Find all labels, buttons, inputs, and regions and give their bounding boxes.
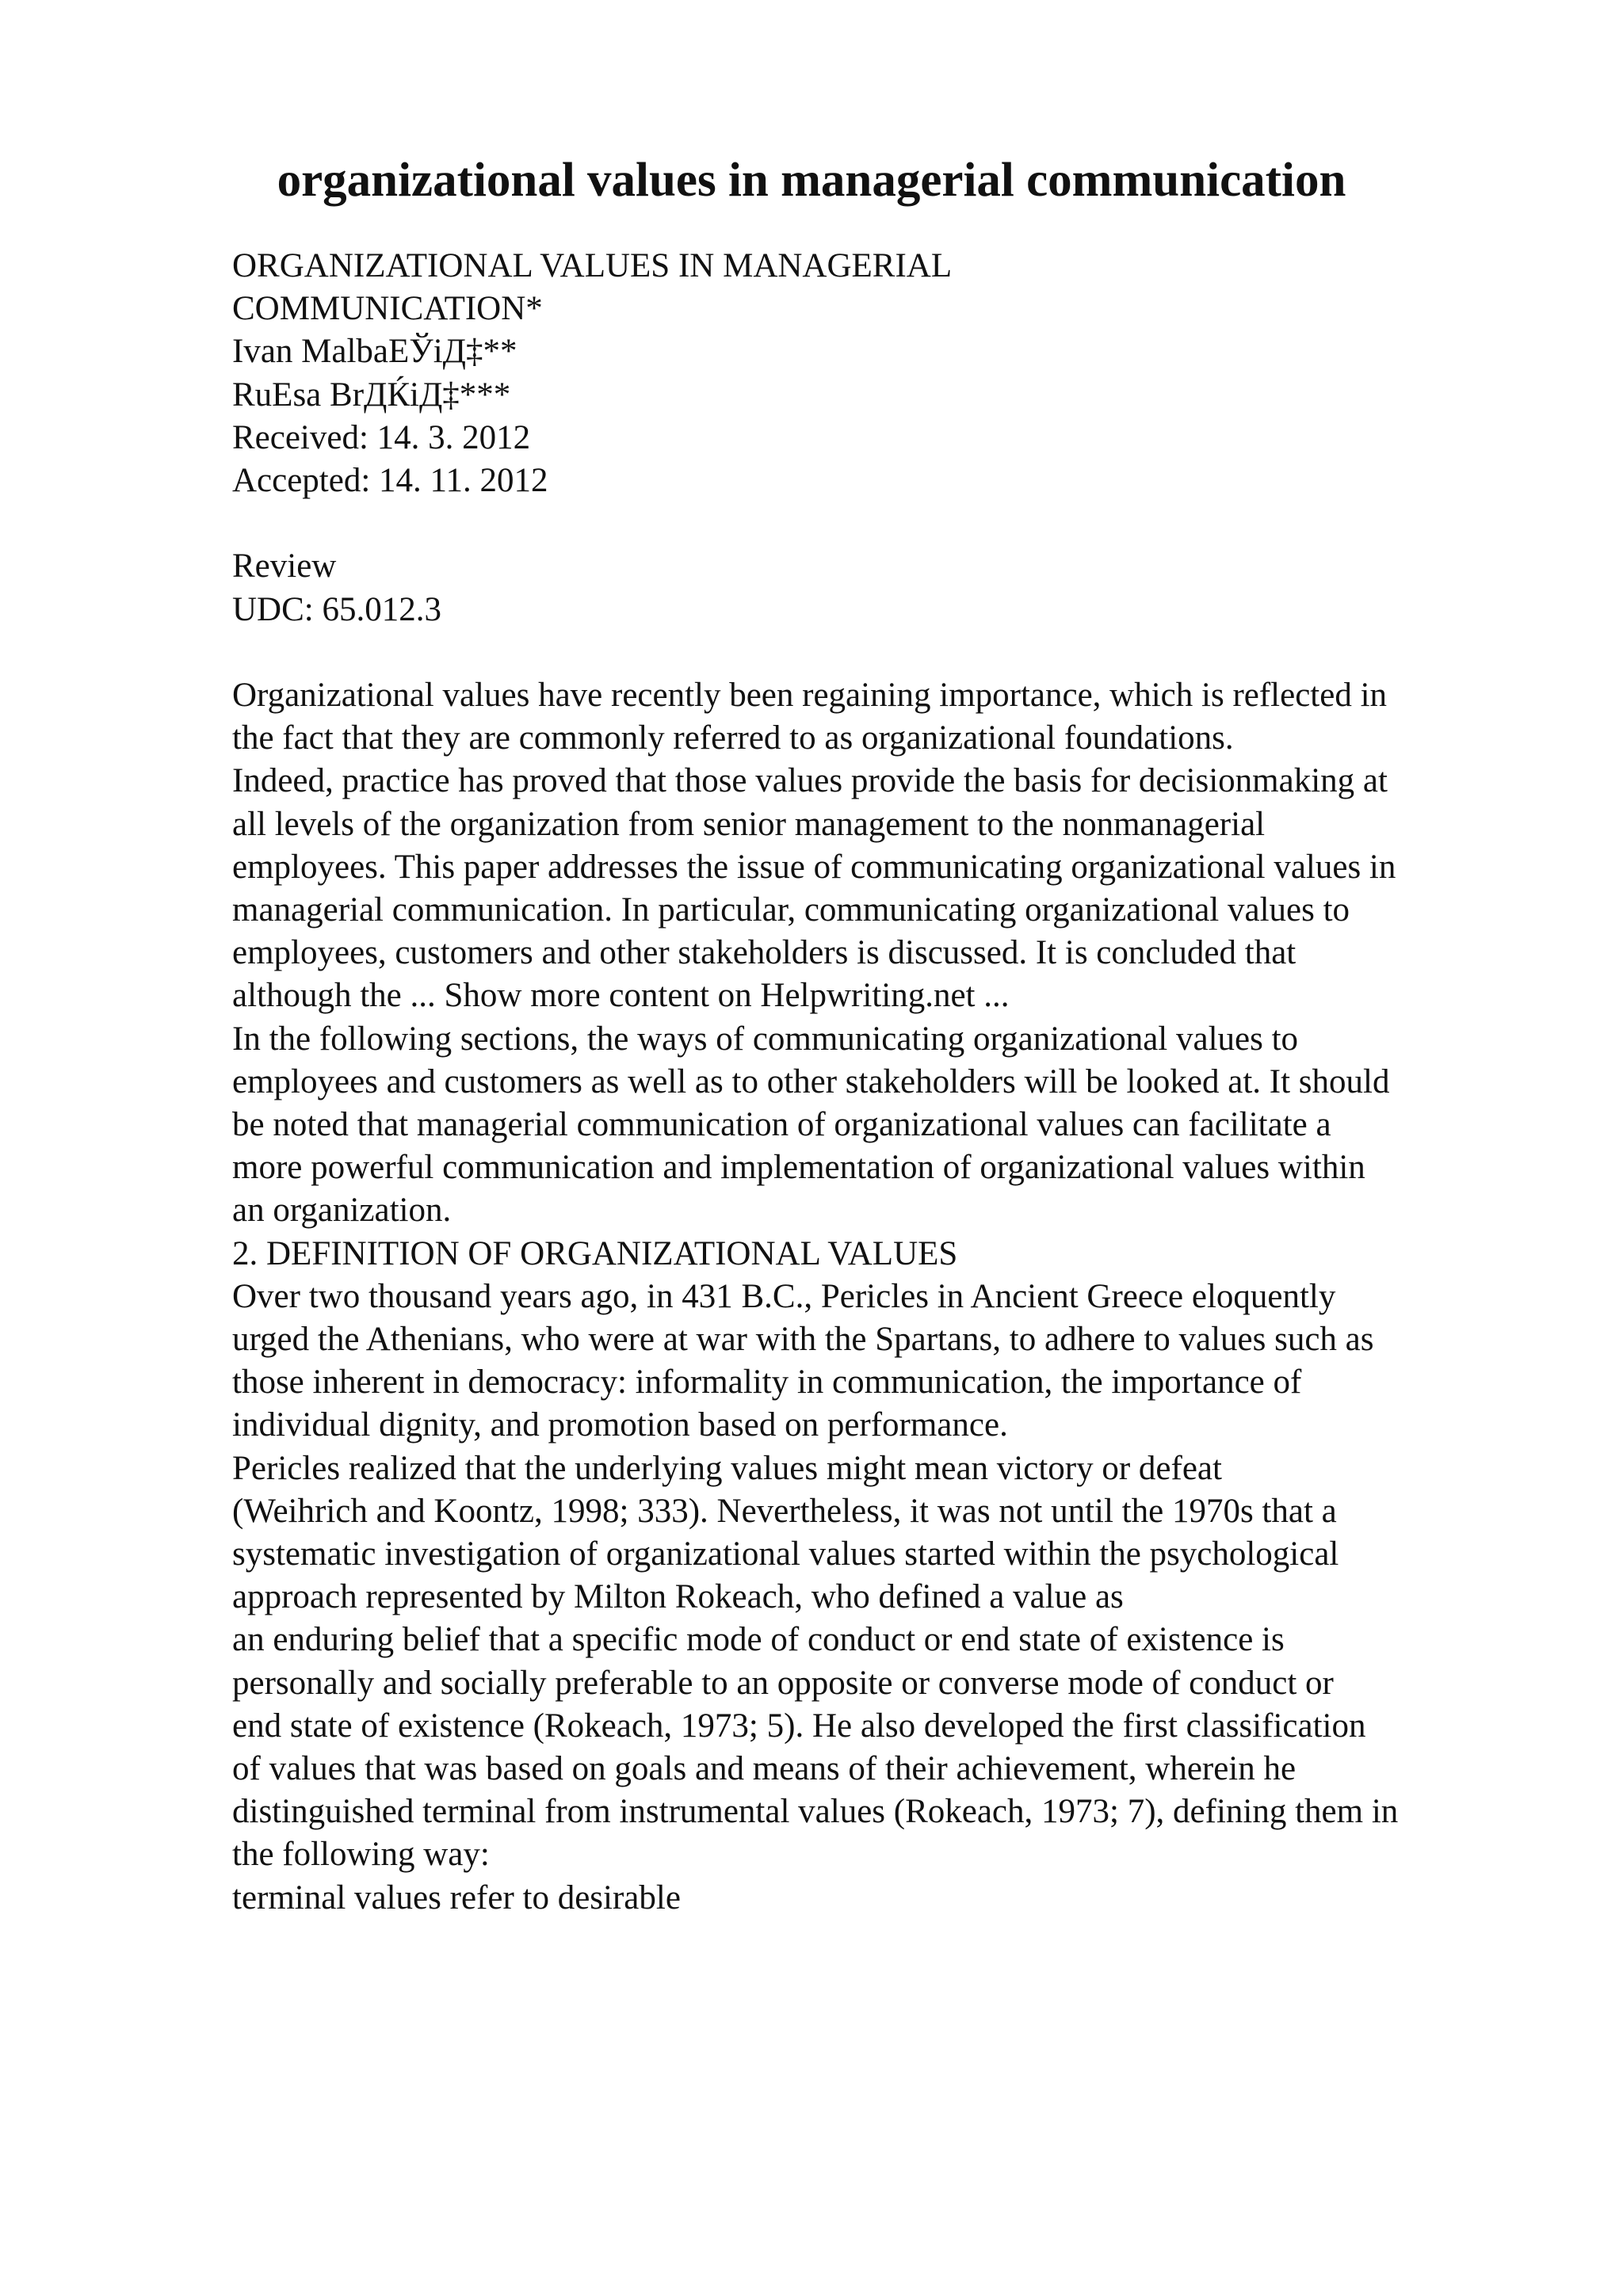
text-line: systematic investigation of organizational values started within the psychological <box>232 1535 1339 1573</box>
text-line: individual dignity, and promotion based on performance. <box>232 1406 1008 1444</box>
accepted-date: Accepted: 14. 11. 2012 <box>232 462 548 500</box>
text-line: Pericles realized that the underlying values might mean victory or defeat <box>232 1449 1222 1487</box>
text-line: employees, customers and other stakeholders is discussed. It is concluded that <box>232 934 1296 972</box>
text-line: all levels of the organization from senior management to the nonmanagerial <box>232 805 1266 843</box>
text-line: although the ... Show more content on Helpwriting.net ... <box>232 977 1010 1015</box>
text-line: be noted that managerial communication of organizational values can facilitate a <box>232 1106 1331 1144</box>
text-line: In the following sections, the ways of communicating organizational values to <box>232 1020 1299 1058</box>
spacer <box>232 502 1532 545</box>
received-date: Received: 14. 3. 2012 <box>232 418 531 456</box>
text-line: more powerful communication and implementation of organizational values within <box>232 1149 1365 1187</box>
text-line: (Weihrich and Koontz, 1998; 333). Nevertheless, it was not until the 1970s that a <box>232 1492 1337 1530</box>
text-line: terminal values refer to desirable <box>232 1878 681 1917</box>
author-2: RuЕsa BrДЌiД‡*** <box>232 376 511 414</box>
text-line: the fact that they are commonly referred to as organizational foundations. <box>232 719 1234 757</box>
author-1: Ivan MalbaЕЎiД‡** <box>232 333 517 371</box>
text-line: an organization. <box>232 1192 452 1230</box>
article-type: Review <box>232 547 337 585</box>
text-line: managerial communication. In particular, communicating organizational values to <box>232 891 1350 929</box>
section-heading: 2. DEFINITION OF ORGANIZATIONAL VALUES <box>232 1234 958 1272</box>
spacer <box>232 631 1532 674</box>
document-body <box>232 245 1532 1920</box>
page-title: organizational values in managerial communication <box>277 154 1346 207</box>
text-line: personally and socially preferable to an opposite or converse mode of conduct or <box>232 1664 1334 1702</box>
text-line: Over two thousand years ago, in 431 B.C., Pericles in Ancient Greece eloquently <box>232 1277 1336 1315</box>
text-line: Organizational values have recently been regaining importance, which is reflected in <box>232 677 1388 714</box>
udc-code: UDC: 65.012.3 <box>232 590 441 628</box>
text-line: the following way: <box>232 1836 490 1874</box>
text-line: urged the Athenians, who were at war with the Spartans, to adhere to values such as <box>232 1321 1374 1359</box>
text-line: distinguished terminal from instrumental values (Rokeach, 1973; 7), defining them in <box>232 1793 1399 1831</box>
text-line: Indeed, practice has proved that those values provide the basis for decisionmaking at <box>232 762 1388 800</box>
text-line: of values that was based on goals and means of their achievement, wherein he <box>232 1750 1296 1788</box>
text-line: employees. This paper addresses the issue of communicating organizational values in <box>232 848 1396 886</box>
paper-title-line-1: ORGANIZATIONAL VALUES IN MANAGERIAL <box>232 247 953 284</box>
text-line: an enduring belief that a specific mode of conduct or end state of existence is <box>232 1621 1285 1659</box>
text-line: those inherent in democracy: informality in communication, the importance of <box>232 1363 1302 1402</box>
text-line: employees and customers as well as to other stakeholders will be looked at. It should <box>232 1062 1390 1100</box>
text-line: approach represented by Milton Rokeach, who defined a value as <box>232 1578 1124 1616</box>
paper-title-line-2: COMMUNICATION* <box>232 290 543 328</box>
text-line: end state of existence (Rokeach, 1973; 5). He also developed the first classification <box>232 1707 1366 1745</box>
